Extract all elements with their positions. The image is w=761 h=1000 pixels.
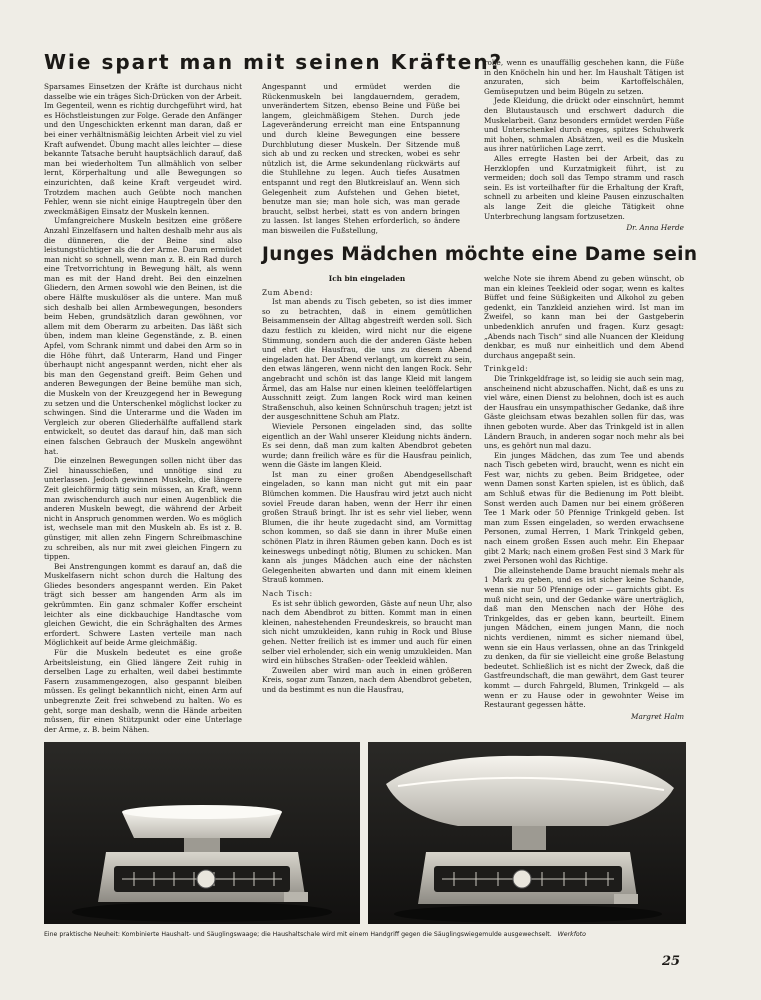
paragraph: Für die Muskeln bedeutet es eine große Arbeitsleistung, ein Glied längere Zeit ruhig in derselben Lage zu erhalten, weil dabei bestimmte Fasern zusammengezogen, also gespannt bleiben müssen. Es gelingt bekanntlich nicht, einen Arm auf unbegrenzte Zeit frei schwebend zu halten. Wo es geht, sorge man deshalb, wenn die Hände arbeiten müssen, für einen Stützpunkt oder eine Unterlage der Arme, z. B. beim Nähen. bbox=[44, 648, 242, 734]
section-heading: Trinkgeld: bbox=[484, 364, 529, 374]
article2-column-1 bbox=[262, 274, 472, 734]
paragraph: Angespannt und ermüdet werden die Rückenmuskeln bei langdauerndem, geradem, unverändertem Sitzen, ebenso Beine und Füße bei langem, gleichmäßigem Stehen. Durch jede Lageveränderung erreicht man eine Entspannung und durch kleine Bewegungen eine bessere Durchblutung dieser Muskeln. Der Sitzende muß sich ab und zu recken und strecken, wobei es sehr nützlich ist, die Arme sekundenlang rückwärts auf die Stuhllehne zu legen. Auch tiefes Ausatmen entspannt und regt den Blutkreislauf an. Wenn sich Gelegenheit zum Aufstehen und Gehen bietet, benutze man sie; man hole sich, was man gerade braucht, selbst herbei, statt es von andern bringen zu lassen. Ist langes Stehen erforderlich, so ändere man bisweilen die Fußstellung, bbox=[262, 82, 460, 235]
article-title: Wie spart man mit seinen Kräften? bbox=[44, 50, 504, 74]
paragraph: Die Trinkgeldfrage ist, so leidig sie auch sein mag, anscheinend nicht abzuschaffen. Nicht, daß es uns zu viel wäre, einen Dienst zu belohnen, doch ist es auch der Hausfrau ein unsympathischer Gedanke, daß ihre Gäste gleichsam etwas bezahlen sollen für das, was ihnen geboten wurde. Aber das Trinkgeld ist in allen Ländern Brauch, in anderen sogar noch mehr als bei uns, es gehört nun mal dazu. bbox=[484, 373, 684, 451]
section-heading: Nach Tisch: bbox=[262, 589, 313, 598]
scale-baby-cradle-image bbox=[368, 742, 686, 924]
paragraph: Umfangreichere Muskeln besitzen eine größere Anzahl Einzelfasern und halten deshalb mehr aus als die dünneren, die der Beine sind also leistungstüchtiger als die der Arme. Darum ermüdet man nicht so schnell, wenn man z. B. ein Rad durch eine Tretvorrichtung in Bewegung hält, als wenn man es mit der Hand dreht. Bei den einzelnen Gliedern, den Armen sowohl wie den Beinen, ist die obere Hälfte muskulöser als die untere. Man muß sich deshalb bei allen Armbewegungen, besonders beim Heben, grundsätzlich daran gewöhnen, vor allem mit dem Oberarm zu arbeiten. Das läßt sich üben, indem man kleine Gegenstände, z. B. einen Apfel, vom Schrank nimmt und dabei den Arm so in die Höhe führt, daß Unterarm, Hand und Finger überhaupt nicht angespannt werden, nicht eher als bis man den Gegenstand greift. Beim Gehen und anderen Bewegungen der Beine bemühe man sich, die Muskeln von der Kreuzgegend her in Bewegung zu setzen und die Unterschenkel möglichst locker zu schwingen. Sind die Unterarme und die Waden im Vergleich zur oberen Gliederhälfte auffallend stark entwickelt, so deutet das darauf hin, daß man sich einen falschen Gebrauch der Muskeln angewöhnt hat. bbox=[44, 216, 242, 456]
caption-text: Eine praktische Neuheit: Kombinierte Haushalt- und Säuglingswaage; die Haushaltschale wird mit einem Handgriff gegen die Säuglingswiegemulde ausgewechselt. bbox=[44, 931, 552, 938]
paragraph: Sparsames Einsetzen der Kräfte ist durchaus nicht dasselbe wie ein träges Sich-Drücken von der Arbeit. Im Gegenteil, wenn es richtig durchgeführt wird, hat es Höchstleistungen zur Folge. Gerade den Anfänger und den Ungeschickten erkennt man daran, daß er bei einer verhältnismäßig leichten Arbeit viel zu viel Kraft aufwendet. Übung macht alles leichter — diese bekannte Tatsache beruht hauptsächlich darauf, daß man bei wiederholtem Tun allmählich von selber lernt, Körperhaltung und alle Bewegungen so einzurichten, daß keine Kraft vergeudet wird. Trotzdem machen auch Geübte noch manchen Fehler, wenn sie nicht einige Hauptregeln über den zweckmäßigen Einsatz der Muskeln kennen. bbox=[44, 82, 242, 216]
photo-baby-scale bbox=[368, 742, 686, 924]
paragraph: Jede Kleidung, die drückt oder einschnürt, hemmt den Blutaustausch und erschwert dadurch die Muskelarbeit. Ganz besonders ermüdet werden Füße und Unterschenkel durch enges, spitzes Schuhwerk mit hohen, schmalen Absätzen, weil es die Muskeln aus ihrer natürlichen Lage zerrt. bbox=[484, 96, 684, 154]
paragraph: Ist man zu einer großen Abendgesellschaft eingeladen, so kann man nicht gut mit ein paar Blümchen kommen. Die Hausfrau wird jetzt auch nicht soviel Freude daran haben, wenn der Herr ihr einen großen Strauß bringt. Ihr ist es sehr viel lieber, wenn Blumen, die ihr heute zugedacht sind, am Vormittag schon kommen, so daß sie dann in ihrer Muße einen schönen Platz in ihren Räumen geben kann. Doch es ist keineswegs unbedingt nötig, Blumen zu schicken. Man kann als junges Mädchen auch eine der nächsten Gelegenheiten abwarten und dann mit einem kleinen Strauß kommen. bbox=[262, 469, 472, 585]
article2-column-2 bbox=[484, 274, 684, 734]
author-signature: Dr. Anna Herde bbox=[626, 223, 684, 233]
paragraph: welche Note sie ihrem Abend zu geben wünscht, ob man ein kleines Teekleid oder sogar, wenn es kaltes Büffet und feine Süßigkeiten und Alkohol zu geben gedenkt, ein Tanzkleid anziehen wird. Ist man im Zweifel, so kann man bei der Gastgeberin unbedenklich anrufen und fragen. Kurz gesagt: „Abends nach Tisch“ sind alle Nuancen der Kleidung denkbar, es muß nur einheitlich und dem Abend durchaus angepaßt sein. bbox=[484, 274, 684, 360]
photo-caption bbox=[44, 931, 690, 938]
author-signature: Margret Halm bbox=[630, 711, 684, 721]
paragraph: Wieviele Personen eingeladen sind, das sollte eigentlich an der Wahl unserer Kleidung nichts ändern. Es sei denn, daß man zum kalten Abendbrot gebeten wurde; dann freilich wäre es für die Hausfrau peinlich, wenn die Gäste im langen Kleid. bbox=[262, 421, 472, 470]
paragraph: Bei Anstrengungen kommt es darauf an, daß die Muskelfasern nicht schon durch die Haltung des Gliedes besonders angespannt werden. Ein Paket trägt sich besser am hangenden Arm als im gekrümmten. Ein ganz schmaler Koffer erscheint leichter als eine dickbauchige Handtasche vom gleichen Gewicht, die ein Schräghalten des Armes erfordert. Schwere Lasten verteile man nach Möglichkeit auf beide Arme gleichmäßig. bbox=[44, 561, 242, 648]
paragraph: Ist man abends zu Tisch gebeten, so ist dies immer so zu betrachten, daß in einem gemütlichen Beisammensein der Alltag abgestreift werden soll. Sich dazu festlich zu kleiden, wird nicht nur die eigene Stimmung, sondern auch die der anderen Gäste heben und ehrt die Hausfrau, die uns zu diesem Abend eingeladen hat. Der Abend verlangt, um korrekt zu sein, den etwas längeren, wenn nicht den langen Rock. Sehr angebracht und schön ist das lange Kleid mit langem Ärmel, das am Halse nur einen kleinen teelöffelartigen Ausschnitt zeigt. Zum langen Rock wird man keinen Straßenschuh, also keinen Schnürschuh tragen; jetzt ist der ausgeschnittene Schuh am Platz. bbox=[262, 297, 472, 422]
section-heading: Zum Abend: bbox=[262, 287, 314, 297]
scale-household-bowl-image bbox=[44, 742, 360, 924]
paragraph: rolle, wenn es unauffällig geschehen kann, die Füße in den Knöcheln hin und her. Im Haushalt Tätigen ist anzuraten, sich beim Kartoffelschälen, Gemüseputzen und beim Bügeln zu setzen. bbox=[484, 58, 684, 96]
photo-household-scale bbox=[44, 742, 360, 924]
paragraph: Alles erregte Hasten bei der Arbeit, das zu Herzklopfen und Kurzatmigkeit führt, ist zu vermeiden; doch soll das Tempo stramm und rasch sein. Es ist vorteilhafter für die Erhaltung der Kraft, schnell zu arbeiten und kleine Pausen einzuschalten als lange Zeit die gleiche Tätigkeit ohne Unterbrechung langsam fortzusetzen. bbox=[484, 153, 684, 221]
article1-column-3 bbox=[484, 58, 684, 240]
paragraph: Ein junges Mädchen, das zum Tee und abends nach Tisch gebeten wird, braucht, wenn es nicht ein Fest war, nichts zu geben. Beim Bridgetee, oder wenn Damen sonst Karten spielen, ist es üblich, daß am Schluß etwas für die Bedienung im Pott bleibt. Sonst werden auch Damen nur bei einem größeren Tee 1 Mark oder 50 Pfennige Trinkgeld geben. Ist man zum Essen eingeladen, so werden erwachsene Personen, zumal Herren, 1 Mark Trinkgeld geben, nach einem großen Essen auch mehr. Ein Ehepaar gibt 2 Mark; nach einem großen Fest sind 3 Mark für zwei Personen wohl das Richtige. bbox=[484, 450, 684, 566]
article-title: Junges Mädchen möchte eine Dame sein bbox=[262, 244, 698, 265]
article1-column-2 bbox=[262, 82, 460, 242]
article-subtitle: Ich bin eingeladen bbox=[328, 274, 406, 283]
article1-column-1 bbox=[44, 82, 242, 750]
paragraph: Es ist sehr üblich geworden, Gäste auf neun Uhr, also nach dem Abendbrot zu bitten. Kommt man in einen kleinen, nahestehenden Freundeskreis, so braucht man sich nicht umzukleiden, kann ruhig in Rock und Bluse gehen. Netter freilich ist es immer und auch für einen selber viel erholender, sich ein wenig umzukleiden. Man wird ein hübsches Straßen- oder Teekleid wählen. bbox=[262, 598, 472, 666]
page-number: 25 bbox=[662, 954, 681, 969]
paragraph: Die einzelnen Bewegungen sollen nicht über das Ziel hinausschießen, und unnötige sind zu unterlassen. Jedoch gewinnen Muskeln, die längere Zeit gleichförmig tätig sein müssen, an Kraft, wenn man zwischendurch auch nur einen Augenblick die anderen Muskeln bewegt, die während der Arbeit nicht in Anspruch genommen werden. Wo es möglich ist, wechsele man mit den Muskeln ab. Es ist z. B. günstiger, mit allen zehn Fingern Schreibmaschine zu schreiben, als nur mit zwei gleichen Fingern zu tippen. bbox=[44, 456, 242, 562]
paragraph: Die alleinstehende Dame braucht niemals mehr als 1 Mark zu geben, und es ist sicher keine Schande, wenn sie nur 50 Pfennige oder — garnichts gibt. Es muß nicht sein, und der Gedanke wäre unerträglich, daß man den Menschen nach der Höhe des Trinkgeldes, das er geben kann, beurteilt. Einem jungen Mädchen, einem jungen Mann, die noch nichts verdienen, nimmt es sicher niemand übel, wenn sie ein Haus verlassen, ohne an das Trinkgeld zu denken, da für sie vielleicht eine große Belastung bedeutet. Schließlich ist es nicht der Zweck, daß die Gastfreundschaft, die man gewährt, dem Gast teurer kommt — durch Fahrgeld, Blumen, Trinkgeld — als wenn er zu Hause oder in gewohnter Weise im Restaurant gegessen hätte. bbox=[484, 565, 684, 710]
paragraph: Zuweilen aber wird man auch in einen größeren Kreis, sogar zum Tanzen, nach dem Abendbrot gebeten, und da bestimmt es nun die Hausfrau, bbox=[262, 665, 472, 694]
photo-credit: Werkfoto bbox=[557, 931, 586, 938]
